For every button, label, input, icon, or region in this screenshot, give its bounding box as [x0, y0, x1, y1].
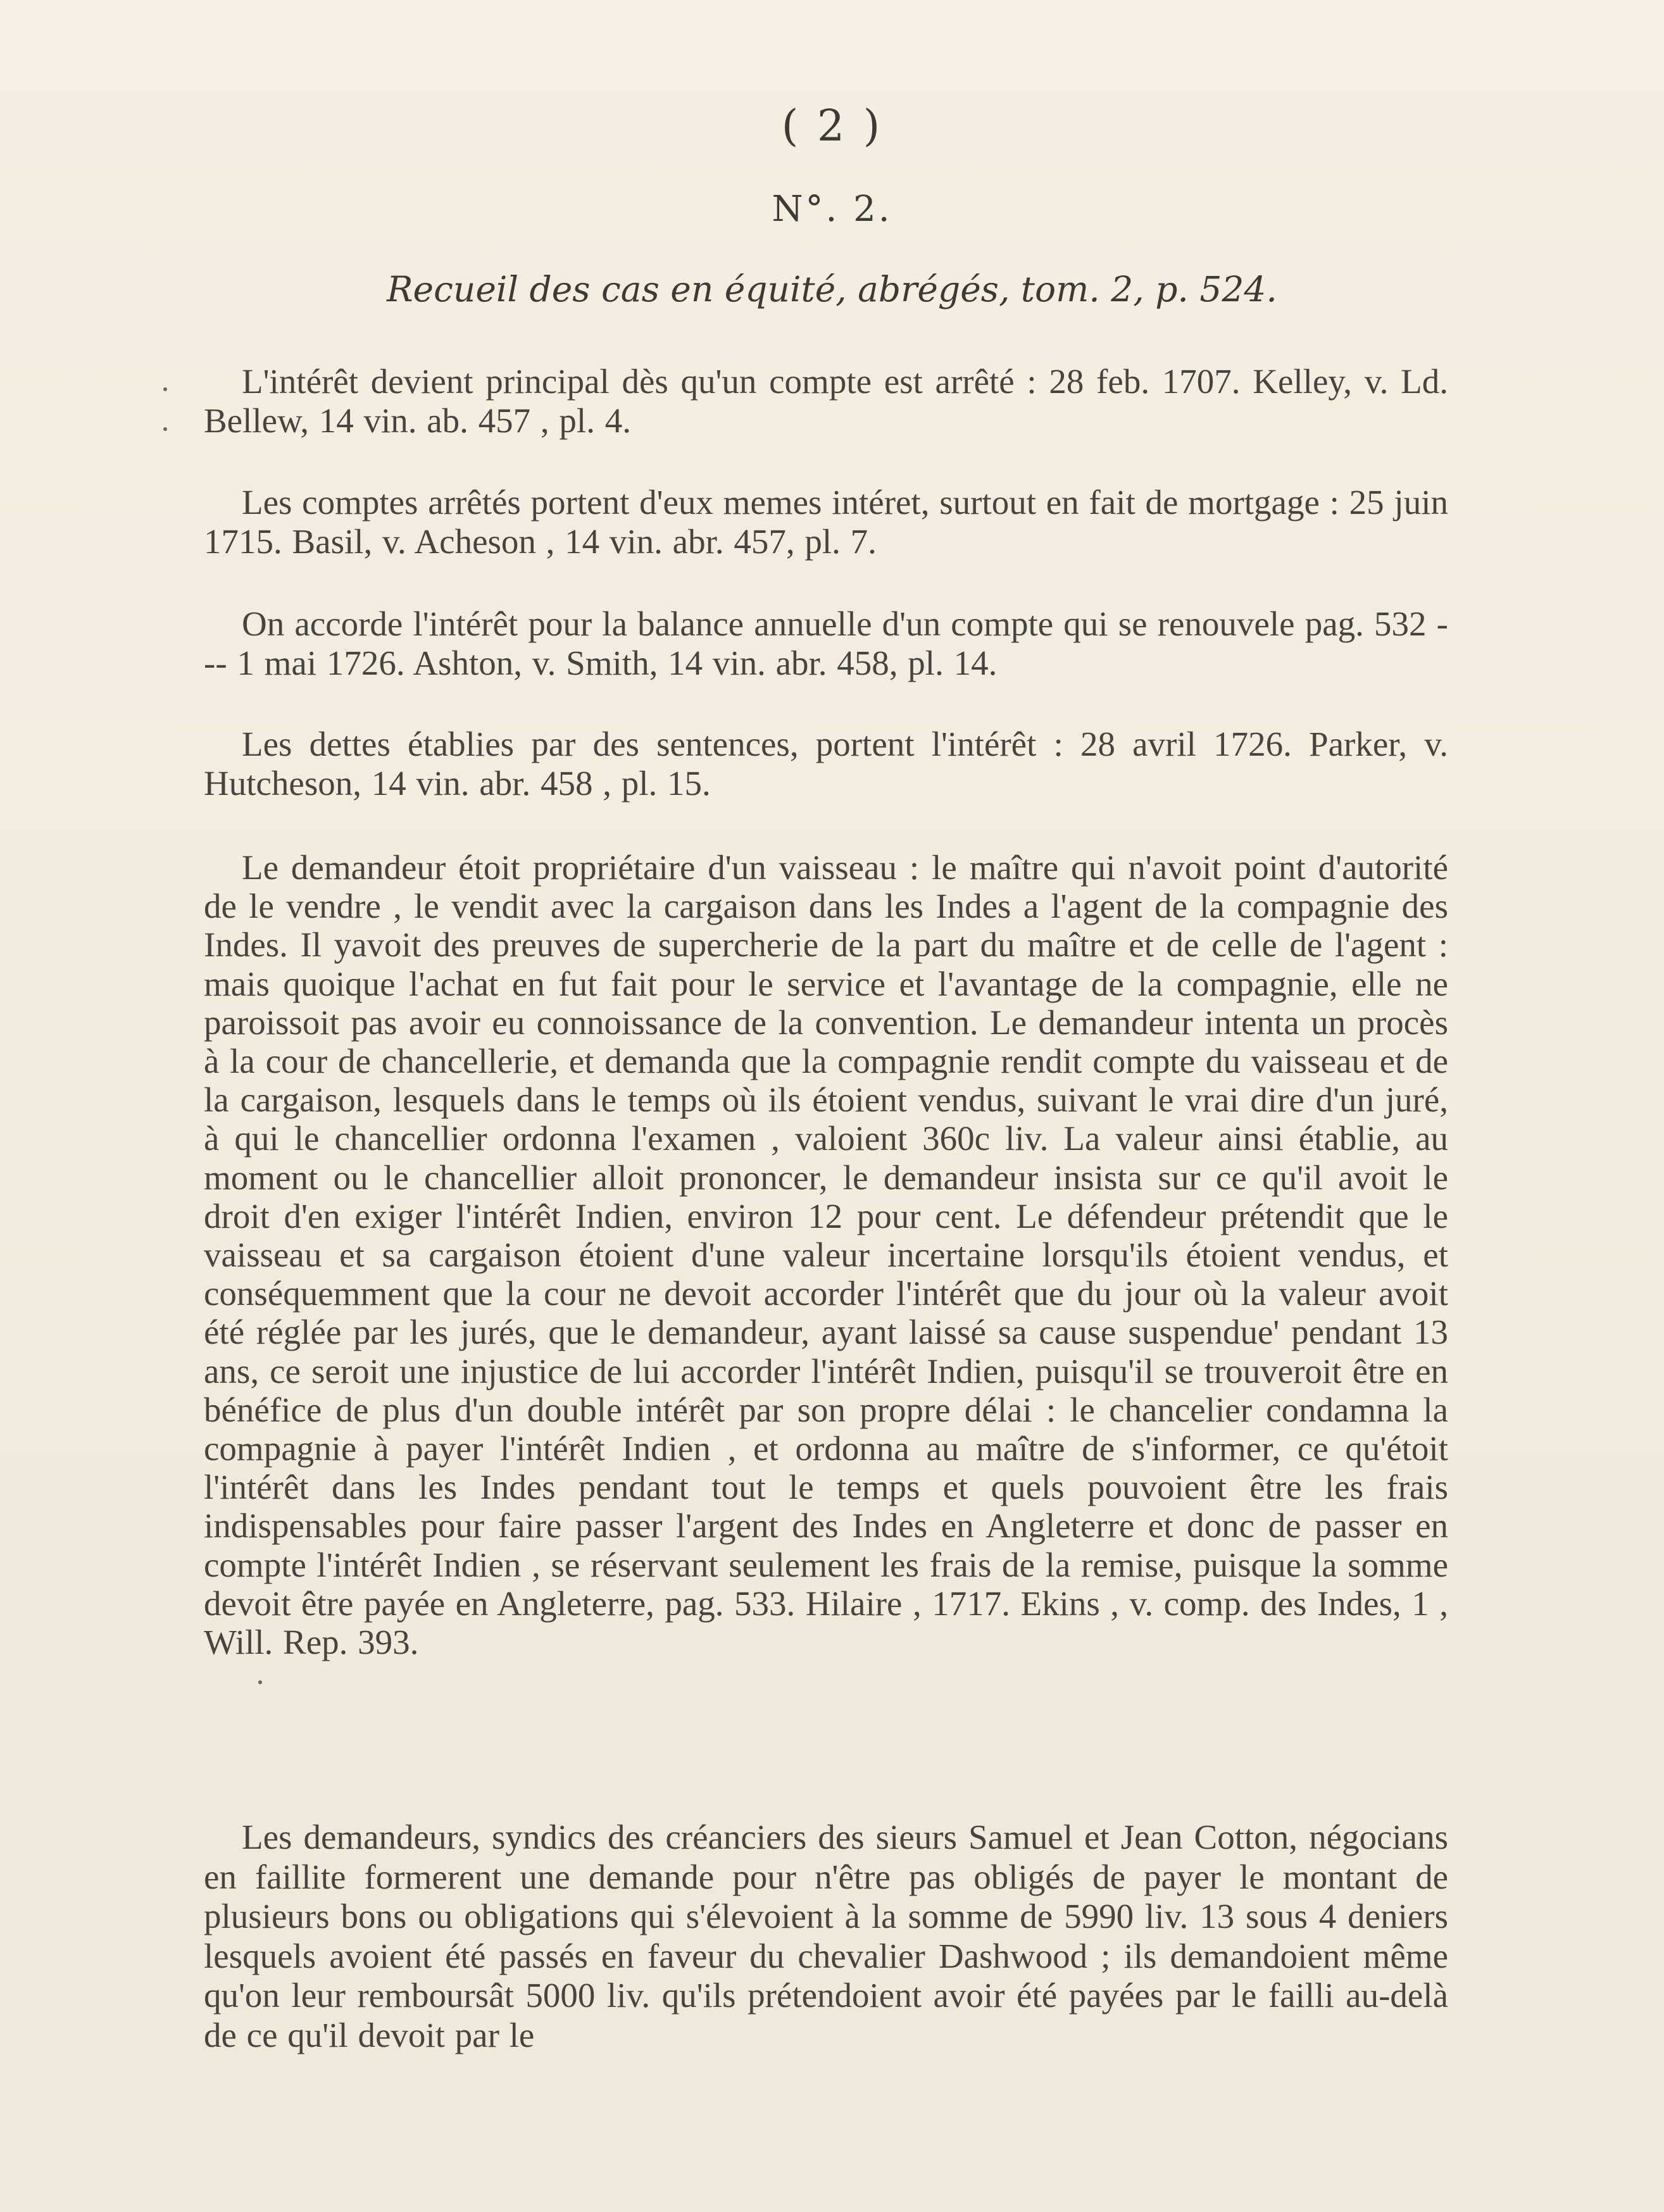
entry-paragraph: L'intérêt devient principal dès qu'un compte est arrêté : 28 feb. 1707. Kelley, v. Ld. Bellew, 14 vin. ab. 457 , pl. 4. — [204, 362, 1448, 440]
margin-dot-mark — [258, 1680, 262, 1684]
entry-paragraph: On accorde l'intérêt pour la balance annuelle d'un compte qui se renouvele pag. 532 --- 1 mai 1726. Ashton, v. Smith, 14 vin. abr. 458, pl. 14. — [204, 604, 1448, 682]
page-number: ( 2 ) — [781, 101, 883, 151]
entry-paragraph: Le demandeur étoit propriétaire d'un vaisseau : le maître qui n'avoit point d'autorité de le vendre , le vendit avec la cargaison dans les Indes a l'agent de la compagnie des Indes. Il yavoit des preuves de supercherie de la part du maître et de celle de l'agent : mais quoique l'achat en fut fait pour le service et l'avantage de la compagnie, elle ne paroissoit pas avoir eu connoissance de la convention. Le demandeur intenta un procès à la cour de chancellerie, et demanda que la compagnie rendit compte du vaisseau et de la cargaison, lesquels dans le temps où ils étoient vendus, suivant le vrai dire d'un juré, à qui le chancellier ordonna l'examen , valoient 360c liv. La valeur ainsi établie, au moment ou le chancellier alloit prononcer, le demandeur insista sur ce qu'il avoit le droit d'en exiger l'intérêt Indien, environ 12 pour cent. Le défendeur prétendit que le vaisseau et sa cargaison étoient d'une valeur incertaine lorsqu'ils étoient vendus, et conséquemment que la cour ne devoit accorder l'intérêt que du jour où la valeur avoit été réglée par les jurés, que le demandeur, ayant laissé sa cause suspendue' pendant 13 ans, ce seroit une injustice de lui accorder l'intérêt Indien, puisqu'il se trouveroit être en bénéfice de plus d'un double intérêt par son propre délai : le chancelier condamna la compagnie à payer l'intérêt Indien , et ordonna au maître de s'informer, ce qu'étoit l'intérêt dans les Indes pendant tout le temps et quels pouvoient être les frais indispensables pour faire passer l'argent des Indes en Angleterre et donc de passer en compte l'intérêt Indien , se réservant seulement les frais de la remise, puisque la somme devoit être payée en Angleterre, pag. 533. Hilaire , 1717. Ekins , v. comp. des Indes, 1 , Will. Rep. 393. — [204, 848, 1448, 1662]
margin-dot-mark — [163, 387, 167, 391]
source-title: Recueil des cas en équité, abrégés, tom. 2, p. 524. — [387, 269, 1277, 309]
entry-paragraph: Les demandeurs, syndics des créanciers des sieurs Samuel et Jean Cotton, négocians en faillite formerent une demande pour n'être pas obligés de payer le montant de plusieurs bons ou obligations qui s'élevoient à la somme de 5990 liv. 13 sous 4 deniers lesquels avoient été passés en faveur du chevalier Dashwood ; ils demandoient même qu'on leur remboursât 5000 liv. qu'ils prétendoient avoir été payées par le failli au-delà de ce qu'il devoit par le — [204, 1818, 1448, 2054]
entry-paragraph: Les comptes arrêtés portent d'eux memes intéret, surtout en fait de mortgage : 25 juin 1715. Basil, v. Acheson , 14 vin. abr. 457, pl. 7. — [204, 483, 1448, 561]
section-number: N°. 2. — [772, 189, 892, 230]
entry-paragraph: Les dettes établies par des sentences, portent l'intérêt : 28 avril 1726. Parker, v. Hutcheson, 14 vin. abr. 458 , pl. 15. — [204, 725, 1448, 803]
margin-dot-mark — [163, 427, 167, 431]
